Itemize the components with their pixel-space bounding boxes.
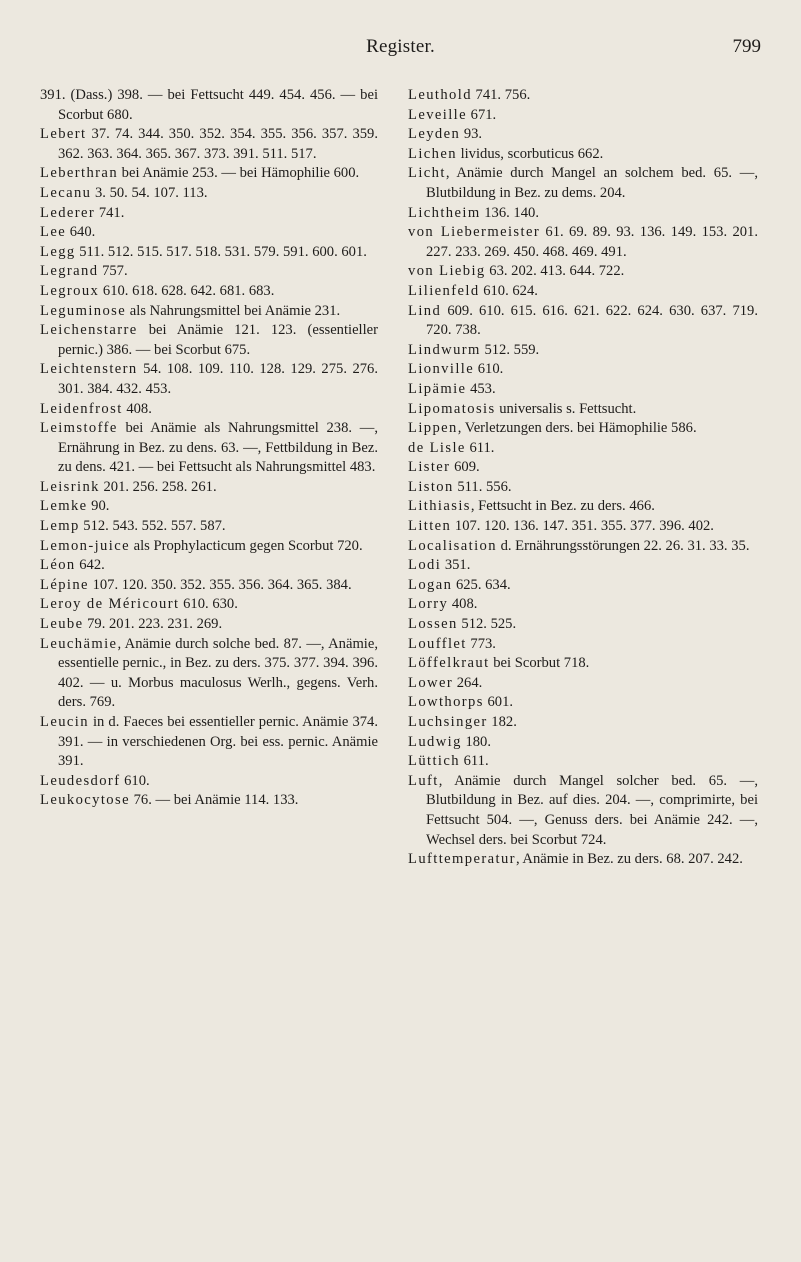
index-entry [408,204,758,224]
index-headword: Leguminose [40,302,127,319]
index-references: 511. 556. [453,478,512,495]
index-headword: Leyden [408,126,461,143]
index-entry [408,223,758,262]
index-entry [408,164,758,203]
index-references: bei Scorbut 718. [489,655,590,672]
index-references: , Verletzungen ders. bei Hämophilie 586. [457,420,697,437]
index-entry [408,262,758,282]
index-references: 609. 610. 615. 616. 621. 622. 624. 630. 637. 719. 720. 738. [426,302,758,339]
index-entry [408,497,758,517]
index-headword: Licht [408,165,446,182]
index-references: 512. 559. [480,341,540,358]
index-entry [408,713,758,733]
index-entry [40,517,378,537]
index-references: 512. 543. 552. 557. 587. [79,518,226,535]
index-headword: Luft [408,772,439,789]
index-headword: Lipomatosis [408,400,496,417]
index-headword: Lodi [408,557,442,574]
index-entry [40,791,378,811]
index-entry [408,693,758,713]
index-entry [40,321,378,360]
index-headword: Luchsinger [408,714,488,730]
index-references: 611. [465,439,495,456]
index-headword: Leuthold [408,87,472,103]
index-headword: Legroux [40,282,100,299]
index-entry [40,635,378,713]
index-headword: Lüttich [408,753,460,770]
index-references: bei Anämie 121. 123. (essentieller pernic.) 386. — bei Scorbut 675. [58,322,378,358]
index-references: 37. 74. 344. 350. 352. 354. 355. 356. 357. 359. 362. 363. 364. 365. 367. 373. 391. 511. 517. [58,126,378,162]
index-entry [408,400,758,420]
index-entry [408,772,758,850]
index-headword: Lemon-juice [40,537,130,554]
index-entry [40,86,378,125]
index-references: , Fettsucht in Bez. zu ders. 466. [470,498,655,515]
index-entry [40,204,378,224]
index-headword: Leube [40,616,84,633]
index-headword: Leichtenstern [40,361,138,378]
index-entry [40,478,378,498]
index-column-left [40,86,378,811]
index-references: d. Ernährungsstörungen 22. 26. 31. 33. 35. [496,537,750,554]
index-headword: Leuchämie [40,635,118,652]
index-entry [408,556,758,576]
page-number: 799 [732,36,761,57]
index-entry [408,302,758,341]
index-headword: Lebert [40,126,87,143]
index-headword: Lufttemperatur [408,851,516,868]
index-references: 512. 525. [457,616,517,633]
index-headword: Leudesdorf [40,772,121,789]
index-headword: Leukocytose [40,792,130,809]
index-references: bei Anämie 253. — bei Hämophilie 600. [118,165,360,182]
index-entry [408,595,758,615]
index-headword: Litten [408,518,452,535]
index-headword: Lederer [40,204,96,221]
index-references: 741. 756. [471,87,531,103]
index-references: 610. [474,361,504,378]
index-entry [408,674,758,694]
index-headword: Loufflet [408,635,467,652]
index-references: 610. 624. [479,282,538,299]
index-headword: Leimstoffe [40,420,118,437]
index-references: 640. [66,224,96,241]
index-headword: Lemke [40,498,88,515]
index-headword: Legrand [40,263,99,280]
index-headword: Leveille [408,106,468,123]
index-headword: Lee [40,224,67,241]
index-entry [408,733,758,753]
index-references: 671. [467,106,497,123]
index-headword: von Liebig [408,263,486,280]
index-references: 610. 618. 628. 642. 681. 683. [99,282,275,299]
index-headword: Lowthorps [408,694,484,711]
index-entry [40,615,378,635]
index-references: 182. [487,714,517,730]
index-references: 610. 630. [179,596,238,613]
index-entry [40,125,378,164]
index-headword: Löffelkraut [408,655,490,672]
index-entry [40,243,378,263]
index-entry [408,360,758,380]
index-headword: Leroy de Méricourt [40,596,180,613]
index-entry [408,125,758,145]
index-entry [408,380,758,400]
index-references: , Anämie durch Mangel an solchem bed. 65. —, Blutbildung in Bez. zu dems. 204. [426,165,758,201]
index-headword: Lecanu [40,184,92,201]
index-references: 54. 108. 109. 110. 128. 129. 275. 276. 301. 384. 432. 453. [58,361,378,397]
index-headword: Lindwurm [408,341,481,358]
index-headword: Lipämie [408,380,467,397]
index-entry [40,302,378,322]
index-references: 757. [98,263,128,280]
index-references: 351. [441,557,471,574]
index-references: 79. 201. 223. 231. 269. [83,616,223,633]
index-entry [408,654,758,674]
index-entry [40,595,378,615]
index-entry [408,458,758,478]
index-headword: Leberthran [40,165,119,182]
index-references: universalis s. Fettsucht. [495,400,637,417]
index-references: 610. [120,772,150,789]
index-entry [408,439,758,459]
index-entry [408,635,758,655]
index-column-right [408,86,758,870]
index-entry [40,713,378,772]
index-headword: Localisation [408,537,497,554]
index-headword: von Liebermeister [408,224,541,241]
index-references: 76. — bei Anämie 114. 133. [129,792,299,809]
index-references: , Anämie in Bez. zu ders. 68. 207. 242. [515,851,743,868]
index-entry [408,282,758,302]
index-references: 642. [75,557,105,574]
index-headword: Leidenfrost [40,400,123,417]
index-entry [40,576,378,596]
index-references: 609. [450,459,480,476]
index-entry [408,537,758,557]
index-headword: Lépine [40,576,89,593]
index-references: 63. 202. 413. 644. 722. [485,263,625,280]
index-entry [40,400,378,420]
index-entry [40,223,378,243]
index-references: bei Anämie als Nahrungsmittel 238. —, Ernährung in Bez. zu dens. 63. —, Fettbildung in Bez. zu dens. 421. — bei Fettsucht als Nahrungsmittel 483. [58,420,378,476]
index-headword: Lippen [408,420,458,437]
index-entry [40,184,378,204]
index-headword: Logan [408,576,453,593]
index-references: 511. 512. 515. 517. 518. 531. 579. 591. 600. 601. [75,243,367,260]
index-headword: Lister [408,459,451,476]
index-headword: Lichen [408,145,457,162]
index-entry [408,145,758,165]
index-references: 3. 50. 54. 107. 113. [91,184,208,201]
index-entry [408,517,758,537]
index-references: lividus, scorbuticus 662. [456,145,604,162]
index-references: , Anämie durch Mangel solcher bed. 65. —, Blutbildung in Bez. auf dies. 204. —, comprimirte, bei Fettsucht 504. —, Genuss ders. bei Anämie 242. —, Wechsel ders. bei Scorbut 724. [426,772,758,848]
index-headword: Legg [40,243,76,260]
index-references: 61. 69. 89. 93. 136. 149. 153. 201. 227. 233. 269. 450. 468. 469. 491. [426,224,759,260]
index-entry [40,164,378,184]
index-headword: Léon [40,557,76,574]
index-headword: Ludwig [408,733,462,750]
index-references: als Nahrungsmittel bei Anämie 231. [126,302,341,319]
index-headword: Lithiasis [408,498,471,515]
index-references: 741. [95,204,125,221]
index-entry [408,752,758,772]
index-references: 408. [122,400,152,417]
index-references: 453. [466,380,496,397]
index-headword: Lind [408,302,442,319]
index-headword: Lionville [408,361,475,378]
index-entry [408,850,758,870]
index-references: 408. [448,596,478,613]
index-headword: Liston [408,478,454,495]
index-headword: Leucin [40,714,89,730]
index-references: , Anämie durch solche bed. 87. —, Anämie, essentielle pernic., in Bez. zu ders. 375. 377. 394. 396. 402. — u. Morbus maculosus Werlh., gegens. Verh. ders. 769. [58,635,378,711]
index-entry [40,419,378,478]
index-references: 201. 256. 258. 261. [99,478,217,495]
index-entry [408,478,758,498]
index-entry [408,576,758,596]
page-header [0,26,801,60]
index-references: 611. [459,753,489,770]
index-headword: Lilienfeld [408,282,480,299]
index-entry [408,106,758,126]
index-headword: de Lisle [408,439,466,456]
index-headword: Leichenstarre [40,322,138,339]
index-entry [408,86,758,106]
index-references: 90. [87,498,110,515]
index-references: 601. [483,694,514,711]
index-headword: Lossen [408,616,458,633]
index-entry [408,615,758,635]
index-headword: Lorry [408,596,449,613]
index-entry [40,360,378,399]
index-references: 180. [461,733,491,750]
index-references: 773. [466,635,496,652]
index-headword: Leisrink [40,478,100,495]
index-entry [40,537,378,557]
index-references: 264. [453,674,483,691]
index-entry [40,282,378,302]
index-headword: Lichtheim [408,204,481,221]
index-references: 136. 140. [480,204,539,221]
index-entry [40,556,378,576]
index-headword: Lower [408,674,454,691]
index-references: als Prophylacticum gegen Scorbut 720. [129,537,363,554]
index-entry [40,262,378,282]
index-references: 93. [460,126,483,143]
index-references: 107. 120. 136. 147. 351. 355. 377. 396. 402. [451,518,714,535]
index-entry [40,772,378,792]
running-title: Register. [366,36,435,57]
index-headword: Lemp [40,518,80,535]
index-references: 625. 634. [452,576,511,593]
index-references: 107. 120. 350. 352. 355. 356. 364. 365. 384. [88,576,352,593]
index-entry [40,497,378,517]
index-entry [408,419,758,439]
index-references: 391. (Dass.) 398. — bei Fettsucht 449. 454. 456. — bei Scorbut 680. [40,87,378,123]
index-entry [408,341,758,361]
index-references: in d. Faeces bei essentieller pernic. Anämie 374. 391. — in verschiedenen Org. bei ess. pernic. Anämie 391. [58,714,378,770]
